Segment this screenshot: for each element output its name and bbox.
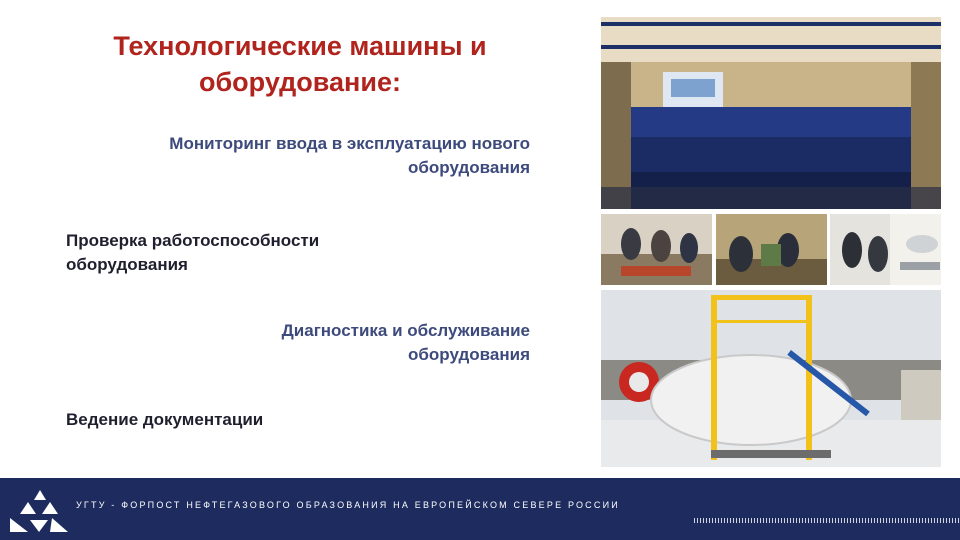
item-diagnostics-line-1: Диагностика и обслуживание <box>281 321 530 340</box>
footer-bar <box>0 478 960 540</box>
slide-title <box>40 28 560 100</box>
item-documentation <box>66 408 486 432</box>
photo-workshop-group-3 <box>830 214 941 285</box>
item-check-line-1: Проверка работоспособности <box>66 231 320 250</box>
footer-text: УГТУ - ФОРПОСТ НЕФТЕГАЗОВОГО ОБРАЗОВАНИЯ НА ЕВРОПЕЙСКОМ СЕВЕРЕ РОССИИ <box>76 500 620 510</box>
item-monitoring <box>40 132 530 180</box>
item-diagnostics <box>140 319 530 367</box>
university-logo-icon <box>6 484 70 534</box>
slide-title-line-2: оборудование: <box>199 67 401 97</box>
photo-workshop-group-2 <box>716 214 827 285</box>
photo-gas-tank-installation <box>601 290 941 467</box>
slide-title-line-1: Технологические машины и <box>113 31 487 61</box>
item-monitoring-line-2: оборудования <box>408 158 530 177</box>
item-monitoring-line-1: Мониторинг ввода в эксплуатацию нового <box>169 134 530 153</box>
item-documentation-line-1: Ведение документации <box>66 410 264 429</box>
item-diagnostics-line-2: оборудования <box>408 345 530 364</box>
item-check-line-2: оборудования <box>66 255 188 274</box>
item-check <box>66 229 486 277</box>
footer-hatch-decoration <box>694 518 960 523</box>
photo-workshop-group-1 <box>601 214 712 285</box>
photo-conference-hall <box>601 17 941 209</box>
